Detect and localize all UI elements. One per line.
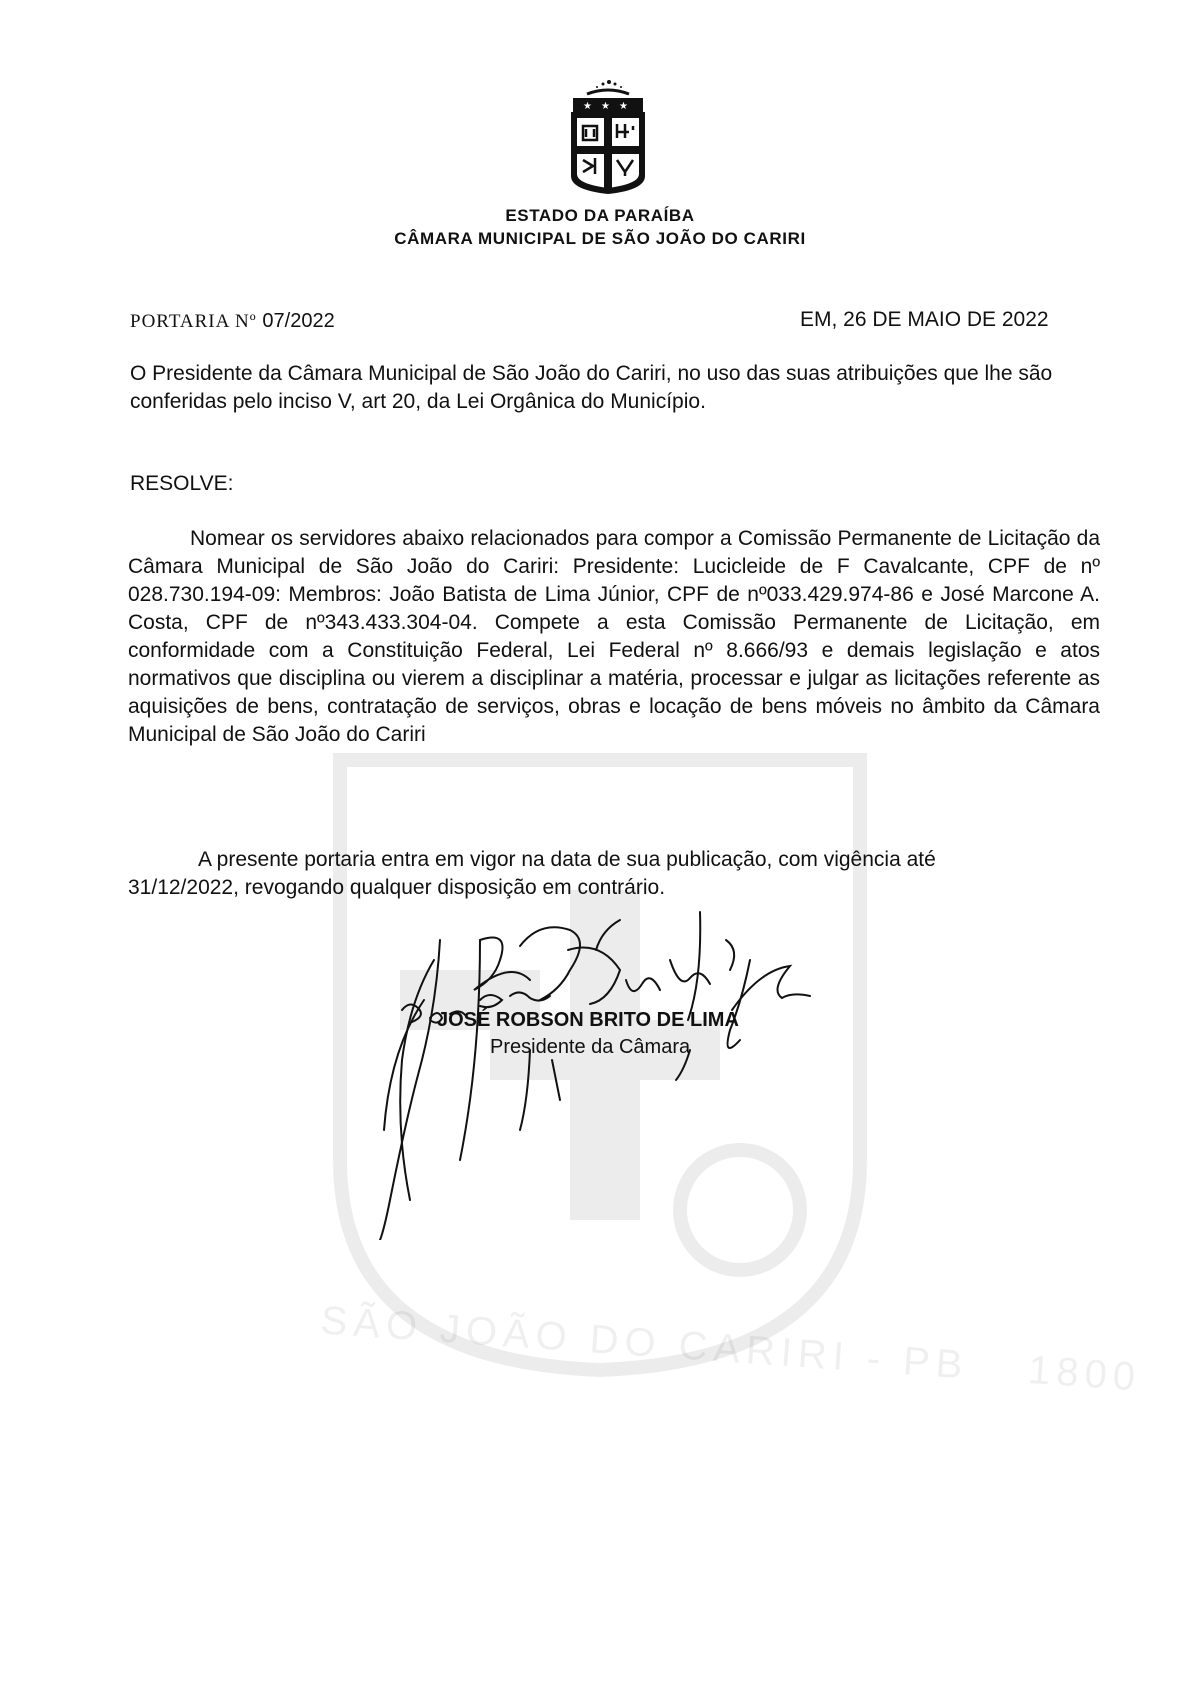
portaria-heading <box>130 310 335 333</box>
resolve-heading: RESOLVE: <box>130 472 234 495</box>
closing-paragraph <box>128 846 1048 902</box>
svg-text:★: ★ <box>601 101 610 112</box>
signer-role: Presidente da Câmara <box>490 1036 691 1058</box>
state-heading: ESTADO DA PARAÍBA <box>505 206 695 225</box>
handwritten-signature <box>370 900 850 1240</box>
svg-text:★: ★ <box>583 101 592 112</box>
main-paragraph-text: Nomear os servidores abaixo relacionados para compor a Comissão Permanente de Licitação da Câmara Municipal de São João do Cariri: Presidente: Lucicleide de F Cavalcante, CPF de nº 028.730.194-09: Membros: João Batista de Lima Júnior, CPF de nº033.429.974-86 e José Marcone A. Costa, CPF de nº343.433.304-04. Compete a esta Comissão Permanente de Licitação, em conformidade com a Constituição Federal, Lei Federal nº 8.666/93 e demais legislação e atos normativos que disciplina ou vierem a disciplinar a matéria, processar e julgar as licitações referente as aquisições de bens, contratação de serviços, obras e locação de bens móveis no âmbito da Câmara Municipal de São João do Cariri <box>128 527 1100 746</box>
coat-of-arms-icon <box>565 78 651 196</box>
watermark-text: SÃO JOÃO DO CARIRI - PB 1800 <box>319 1298 1143 1400</box>
intro-paragraph: O Presidente da Câmara Municipal de São João do Cariri, no uso das suas atribuições que lhe são conferidas pelo inciso V, art 20, da Lei Orgânica do Município. <box>130 362 1053 413</box>
chamber-heading: CÂMARA MUNICIPAL DE SÃO JOÃO DO CARIRI <box>394 229 806 248</box>
signer-name: JOSÉ ROBSON BRITO DE LIMA <box>437 1009 739 1031</box>
closing-paragraph-text: A presente portaria entra em vigor na data de sua publicação, com vigência até 31/12/2022, revogando qualquer disposição em contrário. <box>128 848 936 899</box>
portaria-date: EM, 26 DE MAIO DE 2022 <box>800 308 1049 331</box>
svg-text:★: ★ <box>619 101 628 112</box>
portaria-number: 07/2022 <box>262 310 335 332</box>
portaria-label: PORTARIA Nº <box>130 311 257 332</box>
main-paragraph <box>128 525 1100 749</box>
